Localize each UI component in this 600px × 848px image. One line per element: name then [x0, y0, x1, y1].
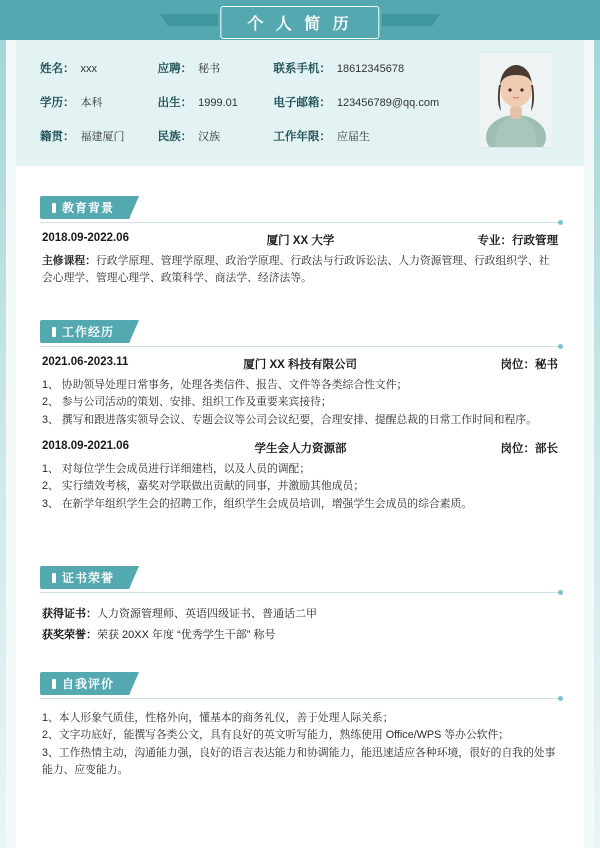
bullet-icon [52, 203, 56, 213]
education-courses [42, 253, 558, 288]
section-tab [40, 320, 130, 343]
section-tab-inner [40, 566, 130, 589]
basic-info-panel [16, 40, 584, 166]
section-header [40, 320, 560, 342]
work-duty: 3、 在新学年组织学生会的招聘工作，组织学生会成员培训，增强学生会成员的综合素质。 [42, 497, 473, 510]
work-row-head [42, 440, 558, 456]
field-label: 出生： [157, 97, 193, 109]
info-row [40, 94, 440, 110]
evaluation-line: 3、工作热情主动，沟通能力强，良好的语言表达能力和协调能力，能迅速适应各种环境，很好的自我的处事能力、应变能力。 [42, 746, 556, 777]
banner-wing-right [382, 14, 440, 26]
field-label: 联系手机： [273, 63, 331, 75]
section-divider [40, 592, 560, 593]
honor-value: 人力资源管理师、英语四级证书、普通话二甲 [97, 608, 317, 620]
info-field-ethnicity [158, 128, 274, 144]
field-value: 18612345678 [336, 63, 405, 75]
field-value: 1999.01 [198, 97, 238, 109]
work-date: 2021.06-2023.11 [42, 356, 129, 368]
avatar [478, 52, 554, 148]
section-tab-inner [40, 672, 130, 695]
section-tab [40, 672, 130, 695]
evaluation-body [42, 710, 558, 780]
info-field-applied [158, 60, 274, 76]
work-duty: 1、 对每位学生会成员进行详细建档，以及人员的调配； [42, 463, 311, 475]
work-item-2 [42, 440, 558, 513]
courses-text: 行政学原理、管理学原理、政治学原理、行政法与行政诉讼法、人力资源管理、行政组织学、社会心理学、管理心理学、政策科学、商法学、经济法等。 [42, 255, 550, 285]
section-tab [40, 566, 130, 589]
field-value: 汉族 [198, 131, 221, 143]
honor-row [42, 625, 558, 646]
bullet-icon [52, 679, 56, 689]
portrait-illustration [479, 53, 553, 147]
education-major: 专业：行政管理 [477, 235, 558, 247]
field-label: 学历： [40, 97, 75, 109]
education-body [42, 232, 558, 288]
field-value: 应届生 [336, 131, 370, 143]
right-decor-bar [584, 0, 600, 848]
field-label: 民族： [157, 131, 193, 143]
work-position: 岗位：秘书 [500, 359, 558, 371]
field-value: 123456789@qq.com [336, 97, 440, 109]
work-duty: 2、 参与公司活动的策划、安排、组织工作及重要来宾接待； [42, 396, 332, 409]
field-value: 秘书 [198, 63, 221, 75]
tab-notch [129, 196, 139, 219]
work-duty: 2、 实行绩效考核，嘉奖对学联做出贡献的同事，并激励其他成员； [42, 480, 365, 493]
work-date: 2018.09-2021.06 [42, 440, 129, 452]
education-date: 2018.09-2022.06 [42, 232, 129, 244]
info-field-phone [273, 60, 440, 76]
honor-value: 荣获 20XX 年度 “优秀学生干部” 称号 [97, 628, 276, 641]
field-value: 本科 [80, 97, 103, 109]
field-value: xxx [80, 63, 97, 75]
evaluation-line: 1、本人形象气质佳，性格外向，懂基本的商务礼仪，善于处理人际关系； [42, 712, 394, 724]
info-field-experience [273, 128, 440, 144]
evaluation-line: 2、文字功底好，能撰写各类公文，具有良好的英文听写能力，熟练使用 Office/WPS 等办公软件； [42, 729, 510, 742]
section-title: 自我评价 [62, 677, 115, 691]
section-header [40, 196, 560, 218]
section-tab-inner [40, 196, 130, 219]
field-label: 姓名： [40, 63, 75, 75]
tab-notch [129, 672, 139, 695]
basic-info-grid [40, 60, 440, 162]
header-banner [0, 0, 600, 40]
field-label: 籍贯： [40, 131, 75, 143]
info-field-birth [158, 94, 274, 110]
info-row [40, 60, 440, 76]
info-field-email [273, 94, 440, 110]
bullet-icon [52, 327, 56, 337]
work-duty: 1、 协助领导处理日常事务，处理各类信件、报告、文件等各类综合性文件； [42, 379, 408, 391]
field-value: 福建厦门 [80, 131, 125, 143]
honor-label: 获奖荣誉： [42, 628, 97, 641]
work-duty: 3、 撰写和跟进落实领导会议、专题会议等公司会议纪要，合理安排、提醒总裁的日常工作时间和程序。 [42, 413, 537, 426]
field-label: 应聘： [157, 63, 193, 75]
section-work [40, 320, 560, 342]
education-school: 厦门 XX 大学 [266, 235, 335, 247]
work-row-head [42, 356, 558, 372]
section-header [40, 672, 560, 694]
section-divider [40, 222, 560, 223]
section-evaluation [40, 672, 560, 694]
field-label: 工作年限： [273, 131, 331, 143]
work-item-1 [42, 356, 558, 429]
education-row-head [42, 232, 558, 248]
banner-wing-left [160, 14, 218, 26]
honors-body [42, 604, 558, 646]
work-company: 厦门 XX 科技有限公司 [243, 359, 358, 371]
page-title: 个 人 简 历 [220, 6, 379, 39]
courses-label: 主修课程： [42, 255, 96, 267]
honor-label: 获得证书： [42, 608, 97, 620]
bullet-icon [52, 573, 56, 583]
honor-row [42, 604, 558, 625]
tab-notch [129, 566, 139, 589]
section-honors [40, 566, 560, 588]
field-label: 电子邮箱： [273, 97, 331, 109]
work-company: 学生会人力资源部 [254, 443, 347, 455]
info-field-hometown [40, 128, 158, 144]
work-position: 岗位：部长 [500, 443, 558, 455]
section-divider [40, 346, 560, 347]
left-decor-bar [0, 0, 16, 848]
tab-notch [129, 320, 139, 343]
section-header [40, 566, 560, 588]
section-tab-inner [40, 320, 130, 343]
info-field-education [40, 94, 158, 110]
info-row [40, 128, 440, 144]
section-divider [40, 698, 560, 699]
info-field-name [40, 60, 158, 76]
section-title: 工作经历 [62, 325, 115, 339]
section-title: 证书荣誉 [62, 571, 115, 585]
section-title: 教育背景 [62, 201, 115, 215]
section-tab [40, 196, 130, 219]
section-education [40, 196, 560, 218]
